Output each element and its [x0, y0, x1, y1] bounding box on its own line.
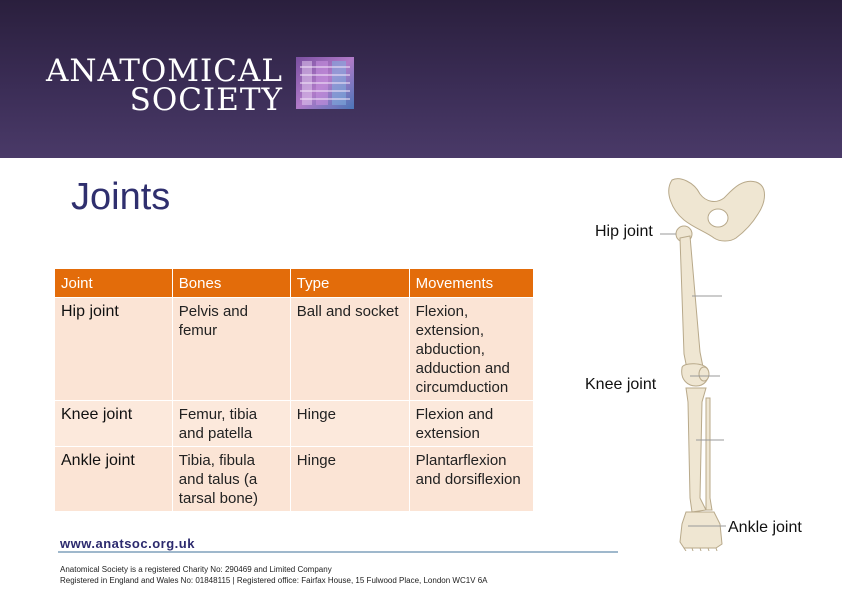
- cell-bones: Tibia, fibula and talus (a tarsal bone): [172, 447, 290, 512]
- cell-joint: Ankle joint: [55, 447, 173, 512]
- cell-bones: Femur, tibia and patella: [172, 401, 290, 447]
- cell-type: Hinge: [290, 447, 409, 512]
- logo-line1: ANATOMICAL: [46, 53, 283, 89]
- cell-bones: Pelvis and femur: [172, 298, 290, 401]
- lower-limb-skeleton-illustration: [660, 176, 780, 551]
- header-movements: Movements: [409, 269, 533, 298]
- cell-type: Ball and socket: [290, 298, 409, 401]
- cell-joint: Hip joint: [55, 298, 173, 401]
- cell-movements: Plantarflexion and dorsiflexion: [409, 447, 533, 512]
- label-knee-joint: Knee joint: [585, 376, 657, 393]
- cell-type: Hinge: [290, 401, 409, 447]
- table-row: [55, 401, 534, 447]
- cell-movements: Flexion, extension, abduction, adduction and circumduction: [409, 298, 533, 401]
- table-row: [55, 447, 534, 512]
- header-joint: Joint: [55, 269, 173, 298]
- footer-divider: [58, 551, 618, 553]
- footer-registration-text: Registered in England and Wales No: 01848115 | Registered office: Fairfax House, 15 Fulwood Place, London WC1V 6A: [60, 576, 488, 585]
- table-header-row: [55, 269, 534, 298]
- header-bones: Bones: [172, 269, 290, 298]
- logo[interactable]: [46, 53, 283, 118]
- logo-line2: SOCIETY: [129, 82, 283, 118]
- cell-joint: Knee joint: [55, 401, 173, 447]
- slide-title: Joints: [71, 176, 171, 218]
- header-type: Type: [290, 269, 409, 298]
- label-ankle-joint: Ankle joint: [728, 519, 802, 536]
- header-banner: [0, 0, 842, 158]
- cell-movements: Flexion and extension: [409, 401, 533, 447]
- website-link[interactable]: www.anatsoc.org.uk: [60, 536, 195, 551]
- spine-logo-image: [296, 57, 354, 109]
- label-hip-joint: Hip joint: [595, 223, 653, 240]
- table-row: [55, 298, 534, 401]
- footer-charity-text: Anatomical Society is a registered Charity No: 290469 and Limited Company: [60, 565, 332, 574]
- joints-table: [54, 268, 534, 512]
